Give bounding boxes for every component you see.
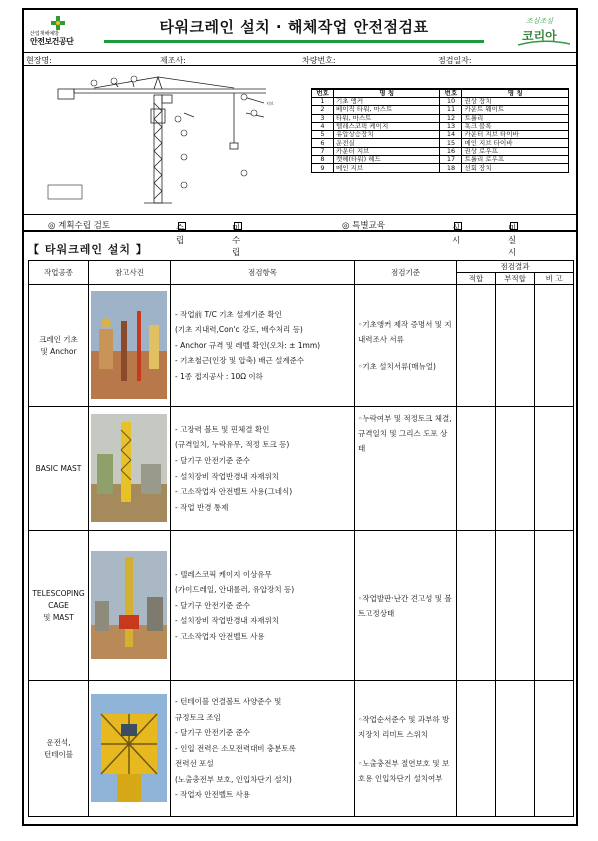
work-cell: 운전석, 턴테이블 <box>29 681 89 817</box>
safety-korea-logo <box>518 14 570 48</box>
check-item: - 고소작업자 안전벨트 사용(그네식) <box>175 487 293 497</box>
parts-row: 9 메인 지브 18 선회 장치 <box>312 164 569 172</box>
check-item: (기초 지내력,Con'c 강도, 배수처리 등) <box>175 325 303 335</box>
parts-header-name-2: 명 칭 <box>462 89 569 98</box>
check-item: - 달기구 안전기준 준수 <box>175 728 251 738</box>
check-item: (노출충전부 보호, 인입차단기 설치) <box>175 774 292 784</box>
check-item: - 달기구 안전기준 준수 <box>175 455 251 465</box>
site-label: 현장명: <box>26 56 52 65</box>
plan-line: ◎ 계획수립 검토 수립 미수립 ◎ 특별교육 실시 미실시 <box>24 216 576 232</box>
swoosh-icon <box>518 40 570 46</box>
info-line <box>24 52 576 66</box>
check-item: - 1종 접지공사 : 10Ω 이하 <box>175 371 263 381</box>
items-cell <box>171 407 355 531</box>
items-cell <box>171 531 355 681</box>
telescoping-cage-photo <box>91 551 167 659</box>
header-photo: 참고사진 <box>89 261 171 285</box>
result-ok-cell[interactable] <box>457 407 496 531</box>
result-note-cell[interactable] <box>535 285 574 407</box>
check-item: - 작업前 T/C 기초 설계기준 확인 <box>175 309 282 319</box>
parts-row: 3 타워, 마스트 12 트롤리 <box>312 114 569 122</box>
check-item: - 텔레스코픽 케이지 이상유무 <box>175 569 272 579</box>
parts-row: 6 운전실 15 메인 지브 타이바 <box>312 139 569 147</box>
standard-item: ◦기초앵커 제작 증명서 및 지내력조사 서류 <box>358 320 452 344</box>
photo-cell <box>89 407 171 531</box>
work-cell: TELESCOPING CAGE 및 MAST <box>29 531 89 681</box>
check-item: - 작업자 안전벨트 사용 <box>175 790 251 800</box>
org-name: 안전보건공단 <box>30 37 74 46</box>
plan-check-label: ◎ 계획수립 검토 <box>48 221 111 231</box>
header-work: 작업공종 <box>29 261 89 285</box>
table-row <box>29 681 574 817</box>
header-ok: 적합 <box>457 273 496 285</box>
parts-header-no: 번호 <box>312 89 334 98</box>
standard-item: ◦기초 설치서류(매뉴얼) <box>358 362 436 371</box>
standard-item: ◦작업발판·난간 견고성 및 볼트고정상태 <box>358 593 452 618</box>
result-note-cell[interactable] <box>535 531 574 681</box>
not-exec-checkbox[interactable] <box>510 222 518 230</box>
parts-table <box>311 88 569 173</box>
photo-cell <box>89 285 171 407</box>
header-ng: 부적합 <box>496 273 535 285</box>
result-ok-cell[interactable] <box>457 681 496 817</box>
photo-cell <box>89 531 171 681</box>
inspection-table <box>28 260 574 817</box>
result-ok-cell[interactable] <box>457 285 496 407</box>
check-item: - 설치장비 작업반경내 자재위치 <box>175 471 280 481</box>
basic-mast-photo <box>91 414 167 522</box>
result-ng-cell[interactable] <box>496 407 535 531</box>
standard-cell <box>355 407 457 531</box>
kosha-cross-icon <box>50 16 66 30</box>
standard-cell <box>355 531 457 681</box>
check-item: (가이드레일, 안내롤러, 유압장치 등) <box>175 585 295 595</box>
header-note: 비 고 <box>535 273 574 285</box>
parts-row: 7 카운터 지브 16 권상 로우프 <box>312 147 569 155</box>
check-item: 전력선 포설 <box>175 759 214 769</box>
result-note-cell[interactable] <box>535 681 574 817</box>
check-item: - 작업 반경 통제 <box>175 502 229 512</box>
edu-label: ◎ 특별교육 <box>342 221 385 231</box>
result-ng-cell[interactable] <box>496 681 535 817</box>
check-item: - 기초철근(인장 및 압축) 배근 설계준수 <box>175 356 305 366</box>
standard-item: ◦누락여부 및 적정토크 체결, 규격일치 및 그리스 도포 상태 <box>358 414 452 453</box>
tower-crane-diagram <box>34 73 304 209</box>
standard-item: ◦노출충전부 절연보호 및 보호용 인입차단기 설치여부 <box>358 758 450 783</box>
check-item: - 인입 전력은 소모전력대비 충분토록 <box>175 743 296 753</box>
checklist-frame <box>22 8 578 826</box>
items-cell <box>171 681 355 817</box>
plan-not-done-checkbox[interactable] <box>234 222 242 230</box>
result-note-cell[interactable] <box>535 407 574 531</box>
check-item: - 달기구 안전기준 준수 <box>175 600 251 610</box>
header-result: 점검결과 <box>457 261 574 273</box>
parts-row: 8 캣헤(타워) 헤드 17 트롤리 로우프 <box>312 156 569 164</box>
standard-item: ◦작업순서준수 및 과부하 방지장치 리미트 스위치 <box>358 714 450 739</box>
page-title: 타워크레인 설치 · 해체작업 안전점검표 <box>159 18 429 36</box>
check-item: 규정토크 조임 <box>175 712 221 722</box>
turntable-photo <box>91 694 167 802</box>
check-item: - Anchor 규격 및 레벨 확인(오차: ± 1mm) <box>175 340 321 350</box>
items-cell <box>171 285 355 407</box>
check-item: - 설치장비 작업반경내 자재위치 <box>175 616 280 626</box>
standard-cell <box>355 681 457 817</box>
parts-header-no-2: 번호 <box>440 89 462 98</box>
slogan: 조심조심 <box>526 17 554 25</box>
kosha-logo <box>28 16 98 48</box>
result-ng-cell[interactable] <box>496 531 535 681</box>
header-items: 점검항목 <box>171 261 355 285</box>
header-standard: 점검기준 <box>355 261 457 285</box>
result-ng-cell[interactable] <box>496 285 535 407</box>
standard-cell <box>355 285 457 407</box>
date-label: 점검일자: <box>438 56 472 65</box>
vehicle-label: 차량번호: <box>302 56 336 65</box>
result-ok-cell[interactable] <box>457 531 496 681</box>
foundation-photo <box>91 291 167 399</box>
parts-row: 2 베이직 타워, 마스트 11 카운트 웨이트 <box>312 106 569 114</box>
slogan-country: 코리아 <box>522 29 557 43</box>
check-item: - 고소작업자 안전벨트 사용 <box>175 631 265 641</box>
maker-label: 제조사: <box>160 56 186 65</box>
work-cell: BASIC MAST <box>29 407 89 531</box>
plan-done-checkbox[interactable] <box>178 222 186 230</box>
table-row <box>29 407 574 531</box>
check-item: (규격일치, 누락유무, 적정 토크 등) <box>175 440 290 450</box>
section-heading: 【 타워크레인 설치 】 <box>28 243 148 256</box>
check-item: - 턴테이블 연결볼트 사양준수 및 <box>175 696 282 706</box>
parts-row: 5 유압상승장치 14 카운터 지브 타이바 <box>312 131 569 139</box>
header <box>24 10 576 50</box>
table-row <box>29 285 574 407</box>
work-cell: 크레인 기초 및 Anchor <box>29 285 89 407</box>
parts-header-name: 명 칭 <box>333 89 440 98</box>
title-underline <box>104 40 484 43</box>
parts-row: 4 텔레스코픽 케이지 13 훅크 블록 <box>312 122 569 130</box>
parts-row: 1 기초 앵커 10 권상 장치 <box>312 98 569 106</box>
title-bar <box>104 16 484 44</box>
check-item: - 고장력 볼트 및 핀체결 확인 <box>175 424 270 434</box>
table-row <box>29 531 574 681</box>
org-small-text: 산업재해예방 <box>30 31 59 37</box>
crane-label-jib: 지브 <box>266 101 274 106</box>
photo-cell <box>89 681 171 817</box>
crane-section <box>24 67 576 215</box>
exec-checkbox[interactable] <box>454 222 462 230</box>
